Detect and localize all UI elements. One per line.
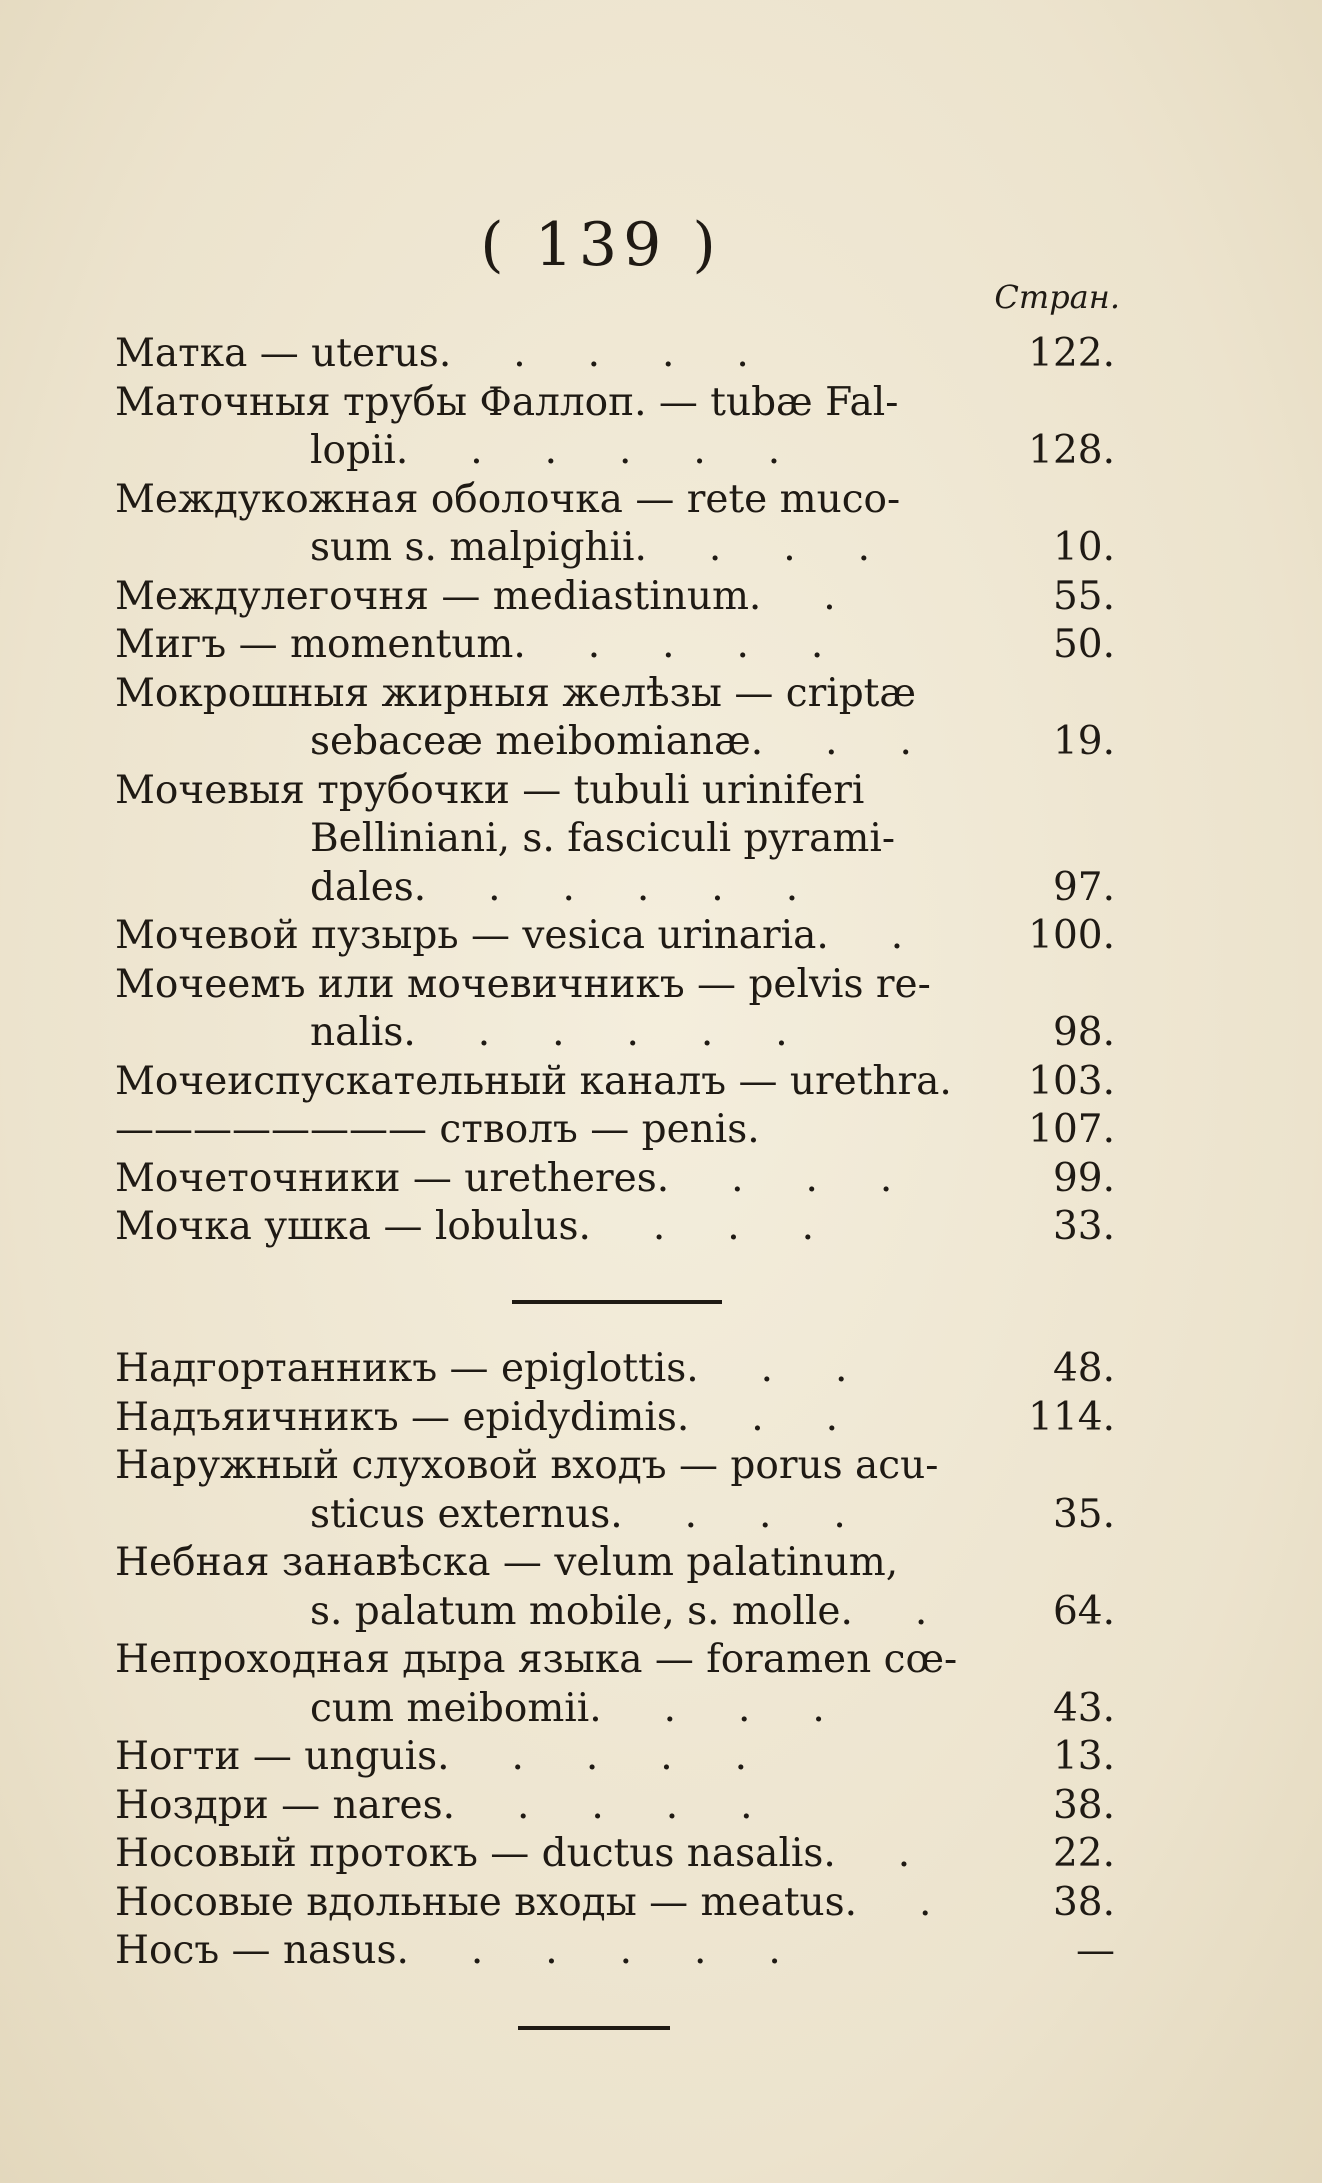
entry-page-number: 43. [1052,1685,1115,1731]
entry-term-line [115,573,1115,622]
entry-term-line [115,1345,1115,1394]
index-entry [115,1539,1115,1636]
entry-text: Мочеточники — uretheres. . . . [115,1155,893,1201]
entry-page-number: 35. [1052,1491,1115,1537]
entry-term-line [115,767,1115,816]
entry-page-number: 33. [1052,1204,1115,1249]
entry-continuation-line [115,815,1115,864]
entry-text: Непроходная дыра языка — foramen cœ- [115,1637,958,1682]
index-entry [115,1058,1115,1107]
index-entry [115,1927,1115,1976]
entry-continuation-line [115,1588,1115,1637]
page-number: ( 139 ) [480,210,722,280]
entry-text: Междулегочня — mediastinum. . [115,573,836,619]
entry-page-number: 128. [1028,428,1115,473]
entry-term-line [115,1927,1115,1976]
entry-term-line [115,1203,1115,1252]
entry-page-number: 114. [1028,1394,1115,1440]
entry-term-line [115,1442,1115,1491]
entry-text: Матка — uterus. . . . . [115,331,749,376]
entry-continuation-line [115,427,1115,476]
index-entry [115,330,1115,379]
entry-text: lopii. . . . . . [310,428,781,473]
index-entry [115,961,1115,1058]
index-entry [115,1345,1115,1394]
entry-text: Наружный слуховой входъ — porus acu- [115,1443,939,1488]
entry-term-line [115,1879,1115,1928]
entry-page-number: 38. [1052,1782,1115,1828]
entry-term-line [115,961,1115,1010]
entry-term-line [115,1155,1115,1204]
index-entry [115,1636,1115,1733]
entry-continuation-line [115,864,1115,913]
entry-continuation-line [115,524,1115,573]
entry-page-number: 100. [1028,913,1115,958]
entry-page-number: 122. [1028,331,1115,376]
entry-text: Небная занавѣска — velum palatinum, [115,1540,899,1585]
index-entry [115,670,1115,767]
entry-text: sticus externus. . . . [310,1491,846,1537]
index-entry [115,476,1115,573]
entry-term-line [115,1106,1115,1155]
entry-text: nalis. . . . . . [310,1010,788,1055]
entry-term-line [115,1058,1115,1107]
entry-term-line [115,1636,1115,1685]
end-rule [518,2026,670,2030]
column-header-pages: Стран. [994,278,1120,316]
entry-page-number: 97. [1052,864,1115,910]
entry-term-line [115,912,1115,961]
entry-text: cum meibomii. . . . [310,1685,825,1731]
entry-text: Мигъ — momentum. . . . . [115,622,824,667]
entry-term-line [115,476,1115,525]
entry-text: sum s. malpighii. . . . [310,525,871,570]
entry-page-number: 38. [1052,1879,1115,1925]
entry-page-number: 13. [1052,1734,1115,1779]
entry-page-number: 55. [1052,573,1115,619]
entry-page-number: 22. [1052,1831,1115,1876]
entry-page-number: 50. [1052,622,1115,667]
entry-page-number: 48. [1052,1346,1115,1391]
entry-page-number: — [1076,1928,1115,1973]
entry-term-line [115,330,1115,379]
entry-text: Мочевыя трубочки — tubuli uriniferi [115,767,865,813]
index-entry [115,1155,1115,1204]
entry-page-number: 107. [1028,1107,1115,1152]
entry-text: Носовый протокъ — ductus nasalis. . [115,1831,911,1876]
index-entry [115,912,1115,961]
entry-term-line [115,379,1115,428]
entry-page-number: 64. [1052,1588,1115,1634]
entry-term-line [115,1733,1115,1782]
entry-term-line [115,621,1115,670]
index-entry [115,379,1115,476]
entry-text: Belliniani, s. fasciculi pyrami- [310,816,896,861]
entry-text: Надгортанникъ — epiglottis. . . [115,1346,848,1391]
index-entry [115,1106,1115,1155]
entry-page-number: 98. [1052,1010,1115,1055]
entry-text: ———————— стволъ — penis. [115,1107,760,1152]
index-entry [115,573,1115,622]
index-entry [115,1830,1115,1879]
entry-continuation-line [115,1491,1115,1540]
index-entry [115,1394,1115,1443]
index-entry [115,1203,1115,1252]
entry-term-line [115,1782,1115,1831]
index-entry [115,621,1115,670]
entry-term-line [115,1539,1115,1588]
entry-text: Ногти — unguis. . . . . [115,1734,748,1779]
entry-text: Мокрошныя жирныя желѣзы — criptæ [115,670,917,716]
entry-continuation-line [115,1009,1115,1058]
entry-text: Маточныя трубы Фаллоп. — tubæ Fal- [115,379,899,425]
entry-text: Междукожная оболочка — rete muco- [115,476,901,522]
index-entry [115,767,1115,913]
index-entry [115,1879,1115,1928]
entry-text: sebaceæ meibomianæ. . . [310,719,912,764]
entry-term-line [115,670,1115,719]
entry-text: Мочеемъ или мочевичникъ — pelvis re- [115,961,931,1007]
entry-term-line [115,1830,1115,1879]
entry-term-line [115,1394,1115,1443]
entry-text: Носъ — nasus. . . . . . [115,1928,781,1973]
entry-page-number: 19. [1052,719,1115,764]
index-entry [115,1782,1115,1831]
entry-page-number: 99. [1052,1155,1115,1201]
entry-page-number: 10. [1052,525,1115,570]
entry-text: s. palatum mobile, s. molle. . [310,1588,928,1634]
section-divider [512,1300,722,1304]
entry-text: Мочка ушка — lobulus. . . . [115,1204,815,1249]
index-section-n [115,1345,1115,1976]
index-section-m [115,330,1115,1252]
entry-text: dales. . . . . . [310,864,799,910]
entry-page-number: 103. [1028,1058,1115,1104]
index-entry [115,1442,1115,1539]
entry-text: Мочевой пузырь — vesica urinaria. . [115,913,904,958]
entry-continuation-line [115,1685,1115,1734]
entry-text: Надъяичникъ — epidydimis. . . [115,1394,839,1440]
entry-text: Мочеиспускательный каналъ — urethra. [115,1058,952,1104]
index-entry [115,1733,1115,1782]
entry-text: Носовые вдольные входы — meatus. . [115,1879,932,1925]
entry-continuation-line [115,718,1115,767]
entry-text: Ноздри — nares. . . . . [115,1782,753,1828]
